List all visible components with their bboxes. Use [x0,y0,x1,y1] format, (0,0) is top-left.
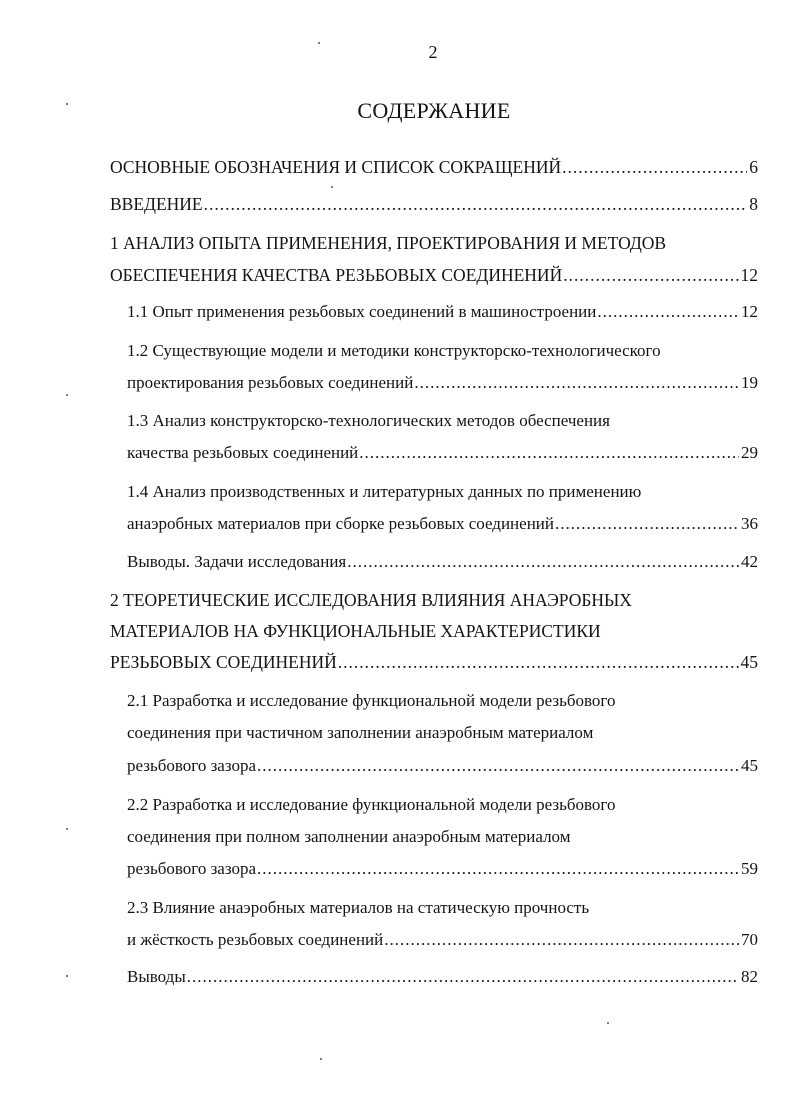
page-number: 2 [428,42,438,62]
toc-leader-dots [384,929,739,951]
toc-entry-page: 70 [741,930,758,949]
toc-entry-page: 45 [740,652,758,672]
toc-entry-page: 42 [741,552,758,571]
toc-leader-dots [338,651,739,673]
toc-leader-dots [347,551,739,573]
toc-leader-dots [257,858,739,880]
toc-entry-1-2[interactable] [127,372,758,394]
toc-entry-page: 19 [741,373,758,392]
toc-entry-1-conclusions[interactable] [127,551,758,573]
toc-entry-label: Выводы. Задачи исследования [127,552,347,571]
toc-leader-dots [257,755,739,777]
toc-entry-page: 29 [741,443,758,462]
toc-entry-label: проектирования резьбовых соединений [127,373,414,392]
toc-entry-label: качества резьбовых соединений [127,443,359,462]
toc-entry-2-2[interactable] [127,858,758,880]
toc-entry-label: резьбового зазора [127,859,257,878]
toc-leader-dots [414,372,739,394]
toc-leader-dots [562,156,747,178]
scan-speck [607,1022,609,1024]
toc-entry-1-1[interactable] [127,301,758,323]
scan-speck [66,394,68,396]
toc-entry-label: ОСНОВНЫЕ ОБОЗНАЧЕНИЯ И СПИСОК СОКРАЩЕНИЙ [110,157,562,177]
toc-entry-chapter-1[interactable] [110,264,758,286]
toc-entry-page: 36 [741,514,758,533]
toc-chapter-2-title-line: МАТЕРИАЛОВ НА ФУНКЦИОНАЛЬНЫЕ ХАРАКТЕРИСТИКИ [110,621,601,641]
toc-entry-label: анаэробных материалов при сборке резьбовых соединений [127,514,554,533]
toc-leader-dots [563,264,738,286]
toc-entry-2-2-line: соединения при полном заполнении анаэробным материалом [127,827,571,846]
toc-entry-2-2-line: 2.2 Разработка и исследование функциональной модели резьбового [127,795,616,814]
toc-entry-abbreviations[interactable] [110,156,758,178]
scan-speck [331,186,333,188]
toc-entry-page: 6 [749,157,758,177]
toc-entry-page: 59 [741,859,758,878]
scan-speck [66,975,68,977]
toc-entry-label: ВВЕДЕНИЕ [110,194,203,214]
toc-entry-1-4[interactable] [127,513,758,535]
toc-entry-label: и жёсткость резьбовых соединений [127,930,384,949]
toc-entry-page: 12 [740,265,758,285]
toc-entry-2-3[interactable] [127,929,758,951]
toc-entry-1-3[interactable] [127,442,758,464]
toc-entry-page: 82 [741,967,758,986]
toc-entry-label: резьбового зазора [127,756,257,775]
toc-entry-label: 1.1 Опыт применения резьбовых соединений в машиностроении [127,302,597,321]
toc-entry-1-3-line: 1.3 Анализ конструкторско-технологических методов обеспечения [127,411,610,430]
toc-entry-1-4-line: 1.4 Анализ производственных и литературных данных по применению [127,482,642,501]
scan-speck [320,1058,322,1060]
toc-entry-chapter-2[interactable] [110,651,758,673]
toc-chapter-1-title-line: 1 АНАЛИЗ ОПЫТА ПРИМЕНЕНИЯ, ПРОЕКТИРОВАНИЯ И МЕТОДОВ [110,233,667,253]
scan-speck [66,103,68,105]
toc-entry-2-1[interactable] [127,755,758,777]
toc-leader-dots [204,193,748,215]
toc-entry-2-1-line: 2.1 Разработка и исследование функциональной модели резьбового [127,691,616,710]
toc-entry-2-conclusions[interactable] [127,966,758,988]
toc-entry-label: ОБЕСПЕЧЕНИЯ КАЧЕСТВА РЕЗЬБОВЫХ СОЕДИНЕНИЙ [110,265,563,285]
toc-entry-2-1-line: соединения при частичном заполнении анаэробным материалом [127,723,594,742]
toc-entry-page: 12 [741,302,758,321]
toc-entry-page: 45 [741,756,758,775]
toc-leader-dots [597,301,739,323]
toc-entry-label: РЕЗЬБОВЫХ СОЕДИНЕНИЙ [110,652,337,672]
toc-entry-introduction[interactable] [110,193,758,215]
toc-entry-1-2-line: 1.2 Существующие модели и методики конструкторско-технологического [127,341,661,360]
scan-speck [66,828,68,830]
toc-entry-page: 8 [749,194,758,214]
toc-leader-dots [359,442,739,464]
toc-entry-2-3-line: 2.3 Влияние анаэробных материалов на статическую прочность [127,898,590,917]
toc-title: СОДЕРЖАНИЕ [357,98,511,123]
toc-entry-label: Выводы [127,967,186,986]
toc-chapter-2-title-line: 2 ТЕОРЕТИЧЕСКИЕ ИССЛЕДОВАНИЯ ВЛИЯНИЯ АНАЭРОБНЫХ [110,590,632,610]
toc-leader-dots [187,966,739,988]
toc-leader-dots [555,513,739,535]
scan-speck [318,42,320,44]
